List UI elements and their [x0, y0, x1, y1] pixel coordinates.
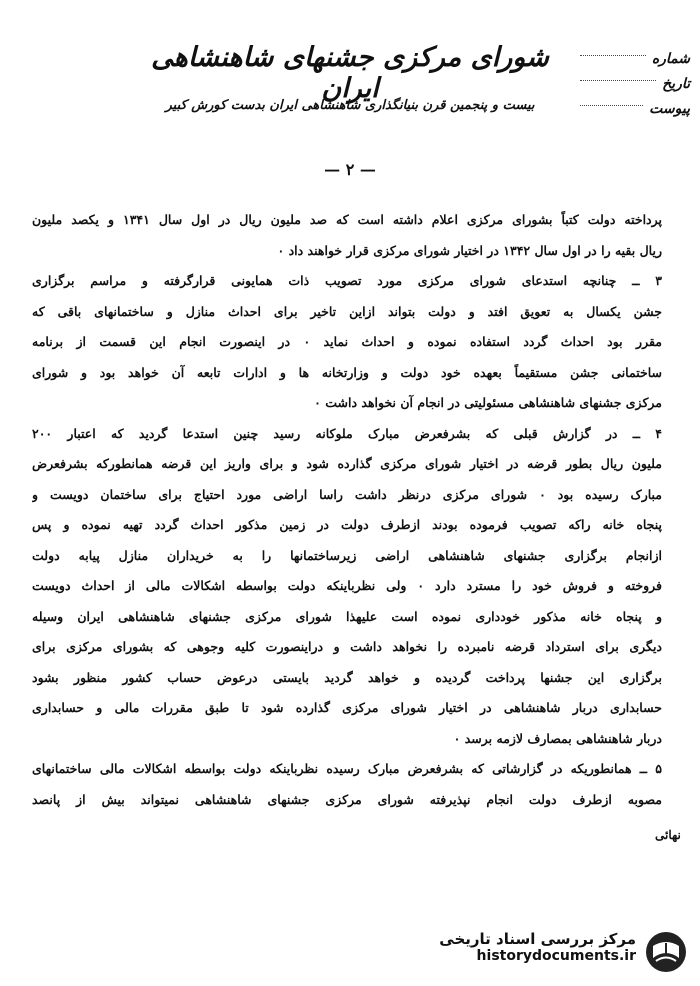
body-line: دیگری برای استرداد قرضه نامبرده را نخواهد داشت و دراینصورت کلیه وجوهی که بشورای مرکزی برای: [32, 639, 662, 654]
meta-date-field: [580, 67, 690, 92]
meta-number-line: [580, 54, 646, 56]
watermark-name: مرکز بررسی اسناد تاریخی: [439, 930, 636, 948]
meta-number-label: شماره: [651, 51, 690, 67]
body-line: حسابداری دربار شاهنشاهی در اختیار شورای مرکزی گذارده شود تا طبق مقررات مالی و حسابداری: [32, 700, 662, 715]
body-line: ۴ ــ در گزارش قبلی که بشرفعرض مبارک ملوکانه رسید چنین استدعا گردید که اعتبار ۲۰۰: [32, 425, 662, 441]
body-line: پنجاه خانه راکه تصویب فرموده بودند ازطرف دولت در زمین مذکور احداث گردد تهیه نموده و پس: [32, 517, 662, 532]
body-line: پرداخته دولت کتباً بشورای مرکزی اعلام داشته است که صد ملیون ریال در اول سال ۱۳۴۱ و یکصد ملیون: [32, 212, 662, 227]
body-line: ازانجام برگزاری جشنهای شاهنشاهی اراضی زیرساختمانها را به خریداران منازل پیابه دولت: [32, 547, 662, 563]
meta-date-line: [580, 79, 656, 81]
meta-number-field: [580, 42, 690, 67]
body-line: ریال بقیه را در اول سال ۱۳۴۲ در اختیار شورای مرکزی قرار خواهند داد ٠: [277, 242, 662, 258]
meta-attachment-label: پیوست: [649, 101, 690, 117]
body-line: ۳ ــ چنانچه استدعای شورای مرکزی مورد تصویب ذات همایونی قرارگرفته و مراسم برگزاری: [32, 273, 662, 288]
margin-annotation: نهائی: [655, 828, 681, 842]
body-line: ۵ ــ همانطوریکه در گزارشاتی که بشرفعرض مبارک رسیده نظرباینکه دولت بواسطه اشکالات مالی ساختمانهای: [32, 761, 662, 776]
meta-date-label: تاریخ: [662, 76, 690, 92]
body-line: مبارک رسیده بود ٠ شورای مرکزی درنظر داشت راسا اراضی مورد احتیاج برای ساختمان دویست و: [32, 486, 662, 502]
body-line: فروخته و فروش خود را مسترد دارد ٠ ولی نظرباینکه دولت بواسطه اشکالات مالی از احداث دویست: [32, 578, 662, 593]
body-line: دربار شاهنشاهی بمصارف لازمه برسد ٠: [453, 730, 662, 746]
open-book-logo-icon: [644, 930, 688, 974]
letterhead-meta-fields: [580, 42, 690, 117]
body-line: برگزاری این جشنها پرداخت گردیده و خواهد گردید بایستی درعوض حساب کشور منظور بشود: [32, 669, 662, 685]
watermark-url[interactable]: historydocuments.ir: [476, 948, 636, 964]
body-line: ملیون ریال بطور قرضه در اختیار شورای مرکزی گذارده شود و برای واریز این قرضه همانطورکه بشرفعرض: [32, 456, 662, 471]
body-line: جشن یکسال به تعویق افتد و دولت بتواند ازاین تاخیر برای احداث منازل و ساختمانهای باقی که: [32, 303, 662, 319]
meta-attachment-field: [580, 92, 690, 117]
meta-attachment-line: [580, 104, 643, 106]
body-line: ساختمانی جشن مستقیماً بعهده خود دولت و وزارتخانه ها و ادارات تابعه آن خواهد بود و شورای: [32, 364, 662, 380]
letterhead-subtitle: بیست و پنجمین قرن بنیانگذاری شاهنشاهی ایران بدست کورش کبیر: [165, 98, 535, 113]
watermark: [418, 928, 688, 976]
body-line: مرکزی جشنهای شاهنشاهی مسئولیتی در انجام آن نخواهد داشت ٠: [314, 395, 662, 410]
body-line: و پنجاه خانه مذکور خودداری نموده است علیهذا شورای مرکزی جشنهای شاهنشاهی ایران وسیله: [32, 608, 662, 624]
letter-body: [32, 205, 662, 815]
letterhead-title: شورای مرکزی جشنهای شاهنشاهی ایران: [151, 42, 549, 104]
body-line: مصوبه ازطرف دولت انجام نپذیرفته شورای مرکزی جشنهای شاهنشاهی نمیتواند بیش از پانصد: [32, 791, 662, 807]
body-line: مقرر بود احداث گردد استفاده نموده و احداث نماید ٠ در اینصورت انجام این قسمت از برنامه: [32, 334, 662, 349]
page-number: — ۲ —: [324, 160, 376, 179]
